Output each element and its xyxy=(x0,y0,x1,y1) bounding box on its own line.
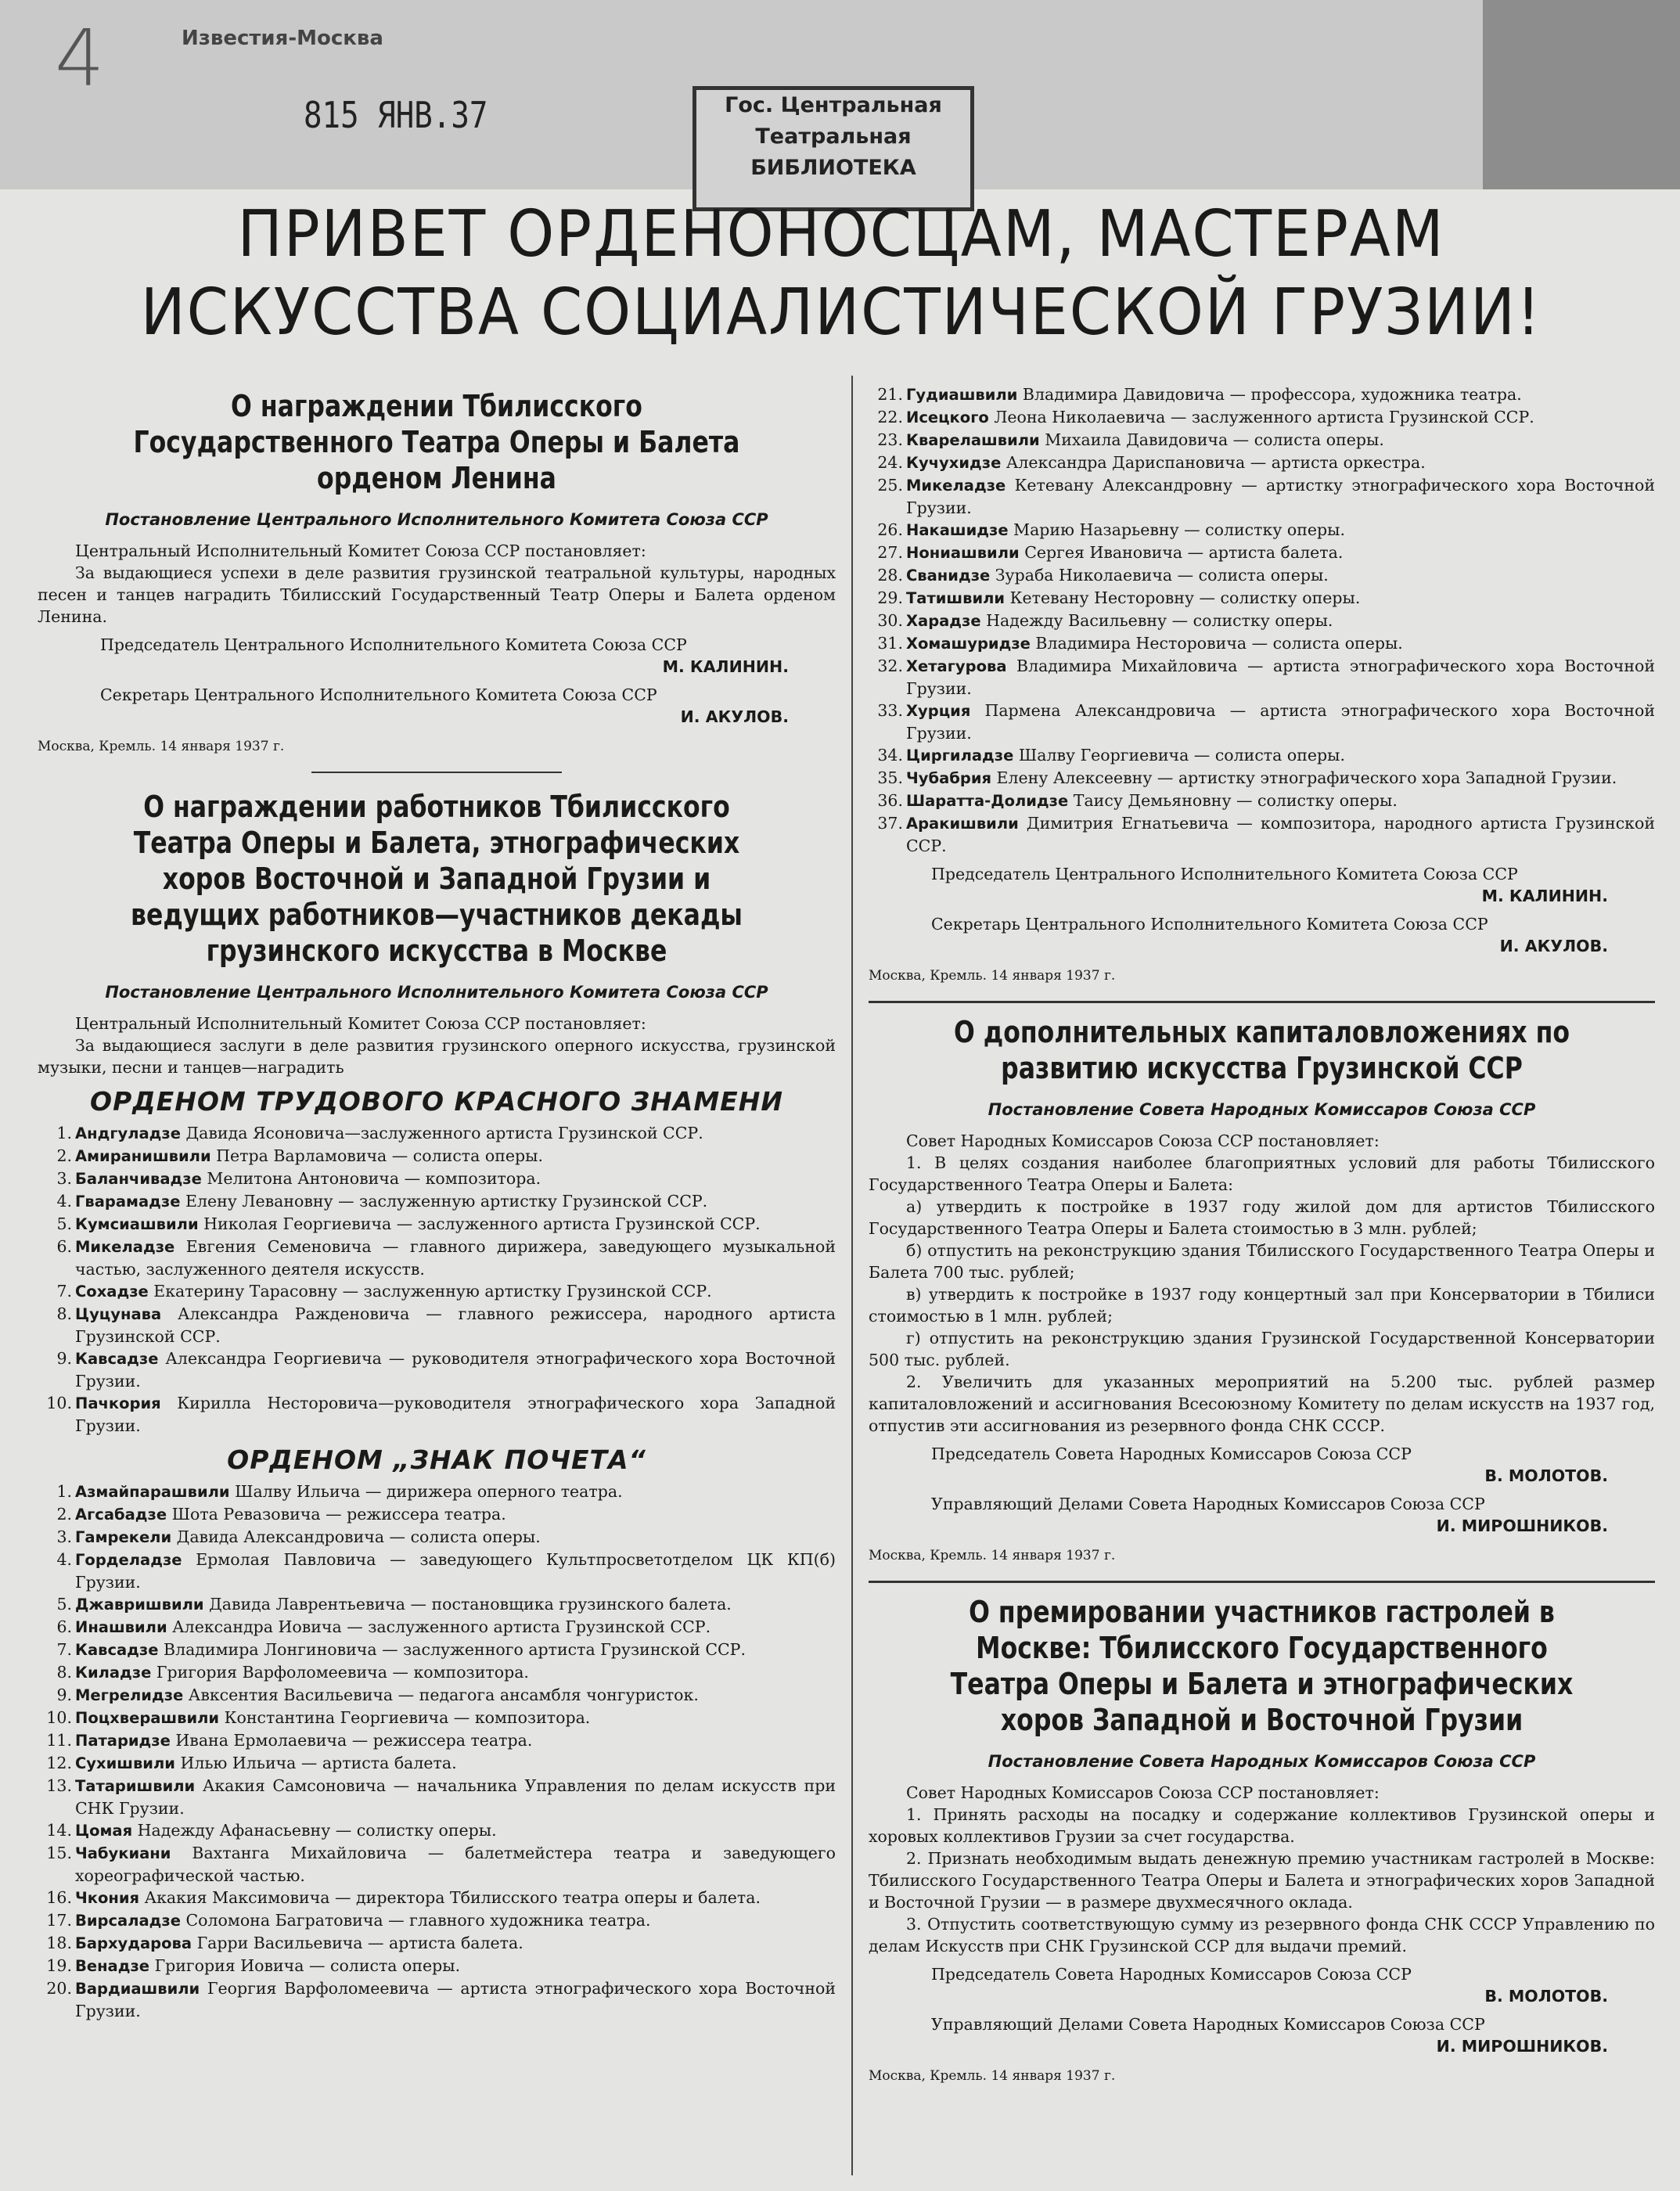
recipient-surname: Чабукиани xyxy=(75,1844,171,1862)
award-list-item xyxy=(38,1280,836,1303)
recipient-surname: Патаридзе xyxy=(75,1732,171,1750)
stamp-line: Театральная xyxy=(755,124,912,149)
signature-role: Председатель Совета Народных Комиссаров Союза ССР xyxy=(931,1444,1412,1463)
recipient-surname: Поцхверашвили xyxy=(75,1709,220,1727)
recipient-surname: Гварамадзе xyxy=(75,1193,181,1211)
item-number: 6. xyxy=(56,1237,72,1256)
recipient-details: Владимира Несторовича — солиста оперы. xyxy=(1035,634,1403,653)
decree-workers-awards xyxy=(38,789,836,2022)
item-number: 13. xyxy=(46,1776,72,1795)
recipient-details: Владимира Давидовича — профессора, художника театра. xyxy=(1022,385,1522,404)
recipient-surname: Агсабадзе xyxy=(75,1506,167,1524)
item-number: 8. xyxy=(56,1304,72,1323)
recipient-details: Александра Ражденовича — главного режиссера, народного артиста Грузинской ССР. xyxy=(75,1304,836,1346)
recipient-details: Владимира Михайловича — артиста этнографического хора Восточной Грузии. xyxy=(906,657,1655,698)
signature-role: Председатель Совета Народных Комиссаров Союза ССР xyxy=(931,1965,1412,1984)
award-list-item xyxy=(869,632,1655,655)
recipient-surname: Андгуладзе xyxy=(75,1124,181,1142)
award-list-item xyxy=(38,1707,836,1729)
recipient-surname: Микеладзе xyxy=(75,1238,175,1256)
award-list-item xyxy=(869,564,1655,587)
decree-tour-bonus xyxy=(869,1594,1655,2087)
item-number: 16. xyxy=(46,1888,72,1907)
recipient-surname: Циргиладзе xyxy=(906,747,1014,765)
signature-name: И. МИРОШНИКОВ. xyxy=(1436,1516,1608,1535)
recipient-details: Евгения Семеновича — главного дирижера, заведующего музыкальной частью, заслуженного деятеля искусств. xyxy=(75,1237,836,1279)
award-list-item xyxy=(38,1480,836,1503)
recipient-surname: Микеладзе xyxy=(906,477,1006,495)
award-list-item xyxy=(869,767,1655,790)
source-label: Известия-Москва xyxy=(182,27,383,50)
recipient-surname: Накашидзе xyxy=(906,521,1009,539)
award-list-item xyxy=(38,1549,836,1593)
recipient-surname: Киладзе xyxy=(75,1664,152,1682)
item-number: 8. xyxy=(56,1663,72,1682)
recipient-details: Давида Лаврентьевича — постановщика грузинского балета. xyxy=(209,1595,732,1614)
item-number: 1. xyxy=(56,1124,72,1142)
column-divider xyxy=(851,376,853,2175)
award-list-item xyxy=(38,1842,836,1887)
item-number: 34. xyxy=(877,746,903,765)
award-list-item xyxy=(38,1616,836,1639)
recipient-details: Давида Ясоновича—заслуженного артиста Грузинской ССР. xyxy=(185,1124,703,1142)
decree-subtitle: Постановление Центрального Исполнительного Комитета Союза ССР xyxy=(105,983,768,1002)
award-list-item xyxy=(869,452,1655,474)
signature-role: Секретарь Центрального Исполнительного Комитета Союза ССР xyxy=(931,915,1488,934)
award-list-item xyxy=(38,1955,836,1977)
recipient-surname: Нониашвили xyxy=(906,544,1020,562)
item-number: 1. xyxy=(56,1482,72,1501)
item-number: 22. xyxy=(877,408,903,426)
recipient-surname: Шаратта-Долидзе xyxy=(906,792,1069,810)
recipient-details: Пармена Александровича — артиста этнографического хора Восточной Грузии. xyxy=(906,701,1655,743)
recipient-details: Александра Иовича — заслуженного артиста Грузинской ССР. xyxy=(172,1617,711,1636)
recipient-details: Владимира Лонгиновича — заслуженного артиста Грузинской ССР. xyxy=(164,1640,746,1659)
recipient-details: Давида Александровича — солиста оперы. xyxy=(176,1527,541,1546)
item-number: 5. xyxy=(56,1214,72,1233)
award-list-item xyxy=(38,1752,836,1775)
recipient-details: Мелитона Антоновича — композитора. xyxy=(207,1169,541,1188)
decree-paragraph: б) отпустить на реконструкцию здания Тбилисского Государственного Театра Оперы и Балета 700 тыс. рублей; xyxy=(869,1241,1655,1282)
award-list-item xyxy=(38,1145,836,1167)
recipient-surname: Амиранишвили xyxy=(75,1147,211,1165)
item-number: 17. xyxy=(46,1911,72,1930)
decree-place-date: Москва, Кремль. 14 января 1937 г. xyxy=(38,739,285,754)
item-number: 3. xyxy=(56,1169,72,1188)
item-number: 15. xyxy=(46,1844,72,1862)
decree-title: О дополнительных капиталовложениях по развитию искусства Грузинской ССР xyxy=(953,1015,1570,1085)
award-list-item xyxy=(869,700,1655,744)
award-list-item xyxy=(38,1639,836,1661)
recipient-details: Надежду Васильевну — солистку оперы. xyxy=(986,611,1333,630)
signature-name: И. МИРОШНИКОВ. xyxy=(1436,2037,1608,2056)
recipient-surname: Сванидзе xyxy=(906,567,991,585)
recipient-surname: Гудиашвили xyxy=(906,386,1018,404)
item-number: 32. xyxy=(877,657,903,675)
award-list-item xyxy=(869,383,1655,406)
award-list-red-banner xyxy=(38,1122,836,1437)
item-number: 30. xyxy=(877,611,903,630)
recipient-surname: Цуцунава xyxy=(75,1305,162,1323)
recipient-details: Елену Левановну — заслуженную артистку Грузинской ССР. xyxy=(185,1192,708,1211)
page-headline xyxy=(43,196,1639,352)
recipient-details: Ивана Ермолаевича — режиссера театра. xyxy=(175,1731,533,1750)
award-list-item xyxy=(38,1213,836,1236)
recipient-details: Константина Георгиевича — композитора. xyxy=(224,1708,591,1727)
recipient-surname: Вардиашвили xyxy=(75,1980,200,1998)
section-separator xyxy=(311,772,562,773)
award-list-item xyxy=(869,587,1655,610)
item-number: 23. xyxy=(877,430,903,449)
recipient-details: Леона Николаевича — заслуженного артиста Грузинской ССР. xyxy=(994,408,1534,426)
decree-paragraph: 2. Увеличить для указанных мероприятий на 5.200 тыс. рублей размер капиталовложений и ассигнования Всесоюзному Комитету по делам искусств на 1937 год, отпустив эти ассигнования из резервного фонда СНК СССР. xyxy=(869,1373,1655,1435)
award-list-item xyxy=(38,1167,836,1190)
order-heading: ОРДЕНОМ „ЗНАК ПОЧЕТА“ xyxy=(227,1444,646,1475)
recipient-surname: Гамрекели xyxy=(75,1528,172,1546)
item-number: 28. xyxy=(877,566,903,585)
item-number: 7. xyxy=(56,1640,72,1659)
decree-paragraph: 1. В целях создания наиболее благоприятных условий для работы Тбилисского Государственного Театра Оперы и Балета: xyxy=(869,1153,1655,1194)
recipient-surname: Кварелашвили xyxy=(906,431,1040,449)
award-list-item xyxy=(38,1887,836,1909)
recipient-details: Петра Варламовича — солиста оперы. xyxy=(216,1146,543,1165)
award-list-item xyxy=(869,474,1655,519)
signature-name: М. КАЛИНИН. xyxy=(1481,887,1608,905)
date-stamp: 815 ЯНВ.37 xyxy=(304,94,488,136)
recipient-surname: Кавсадзе xyxy=(75,1350,159,1368)
decree-intro: Совет Народных Комиссаров Союза ССР постановляет: xyxy=(906,1783,1380,1802)
order-heading: ОРДЕНОМ ТРУДОВОГО КРАСНОГО ЗНАМЕНИ xyxy=(90,1086,783,1117)
item-number: 9. xyxy=(56,1686,72,1704)
award-list-item xyxy=(38,1684,836,1707)
decree-lenin-order xyxy=(38,388,836,757)
recipient-details: Сергея Ивановича — артиста балета. xyxy=(1024,543,1344,562)
item-number: 11. xyxy=(46,1731,72,1750)
recipient-details: Шалву Георгиевича — солиста оперы. xyxy=(1018,746,1345,765)
recipient-details: Шота Ревазовича — режиссера театра. xyxy=(171,1505,506,1524)
signature-name: В. МОЛОТОВ. xyxy=(1484,1987,1608,2006)
item-number: 3. xyxy=(56,1527,72,1546)
section-rule xyxy=(869,1001,1655,1003)
recipient-surname: Хетагурова xyxy=(906,657,1007,675)
award-list-item xyxy=(38,1303,836,1347)
recipient-details: Марию Назарьевну — солистку оперы. xyxy=(1013,520,1345,539)
decree-place-date: Москва, Кремль. 14 января 1937 г. xyxy=(869,1548,1116,1563)
left-column xyxy=(38,383,836,2022)
recipient-details: Шалву Ильича — дирижера оперного театра. xyxy=(235,1482,623,1501)
recipient-surname: Татишвили xyxy=(906,589,1005,607)
decree-intro: Совет Народных Комиссаров Союза ССР постановляет: xyxy=(906,1131,1380,1150)
headline-line: ПРИВЕТ ОРДЕНОНОСЦАМ, МАСТЕРАМ xyxy=(237,197,1445,272)
recipient-details: Николая Георгиевича — заслуженного артиста Грузинской ССР. xyxy=(203,1214,761,1233)
recipient-surname: Чубабрия xyxy=(906,769,992,787)
recipient-surname: Кавсадзе xyxy=(75,1641,159,1659)
recipient-surname: Цомая xyxy=(75,1822,133,1840)
item-number: 21. xyxy=(877,385,903,404)
recipient-details: Димитрия Егнатьевича — композитора, народного артиста Грузинской ССР. xyxy=(906,814,1655,855)
recipient-surname: Чкония xyxy=(75,1889,140,1907)
recipient-surname: Мегрелидзе xyxy=(75,1686,184,1704)
award-list-item xyxy=(38,1526,836,1549)
award-list-item xyxy=(38,1347,836,1392)
item-number: 33. xyxy=(877,701,903,720)
award-list-badge-of-honor-continued xyxy=(869,383,1655,857)
signature-name: И. АКУЛОВ. xyxy=(680,707,789,726)
recipient-details: Михаила Давидовича — солиста оперы. xyxy=(1045,430,1384,449)
recipient-surname: Аракишвили xyxy=(906,815,1019,833)
decree-place-date: Москва, Кремль. 14 января 1937 г. xyxy=(869,2068,1116,2084)
recipient-details: Елену Алексеевну — артистку этнографического хора Западной Грузии. xyxy=(996,768,1617,787)
recipient-details: Соломона Багратовича — главного художника театра. xyxy=(185,1911,651,1930)
recipient-details: Авксентия Васильевича — педагога ансамбля чонгуристок. xyxy=(188,1686,699,1704)
item-number: 35. xyxy=(877,768,903,787)
item-number: 37. xyxy=(877,814,903,833)
decree-intro: Центральный Исполнительный Комитет Союза ССР постановляет: xyxy=(75,1014,646,1033)
recipient-surname: Кумсиашвили xyxy=(75,1215,199,1233)
recipient-details: Акакия Максимовича — директора Тбилисского театра оперы и балета. xyxy=(144,1888,761,1907)
decree-intro: Центральный Исполнительный Комитет Союза ССР постановляет: xyxy=(75,541,646,560)
recipient-details: Кирилла Несторовича—руководителя этнографического хора Западной Грузии. xyxy=(75,1394,836,1435)
item-number: 24. xyxy=(877,453,903,472)
item-number: 26. xyxy=(877,520,903,539)
recipient-surname: Азмайпарашвили xyxy=(75,1483,230,1501)
decree-subtitle: Постановление Совета Народных Комиссаров Союза ССР xyxy=(987,1752,1536,1771)
recipient-details: Акакия Самсоновича — начальника Управления по делам искусств при СНК Грузии. xyxy=(75,1776,836,1818)
recipient-surname: Кучухидзе xyxy=(906,454,1002,472)
item-number: 27. xyxy=(877,543,903,562)
award-list-item xyxy=(38,1122,836,1145)
recipient-surname: Джавришвили xyxy=(75,1596,204,1614)
recipient-details: Екатерину Тарасовну — заслуженную артистку Грузинской ССР. xyxy=(153,1282,712,1301)
recipient-surname: Вирсаладзе xyxy=(75,1912,181,1930)
recipient-surname: Хурция xyxy=(906,702,971,720)
recipient-surname: Татаришвили xyxy=(75,1777,196,1795)
decree-subtitle: Постановление Центрального Исполнительного Комитета Союза ССР xyxy=(105,510,768,529)
item-number: 2. xyxy=(56,1146,72,1165)
item-number: 14. xyxy=(46,1821,72,1840)
signature-role: Секретарь Центрального Исполнительного Комитета Союза ССР xyxy=(100,685,657,704)
signature-name: В. МОЛОТОВ. xyxy=(1484,1466,1608,1485)
award-list-item xyxy=(38,1392,836,1437)
stamp-line: БИБЛИОТЕКА xyxy=(750,156,916,180)
award-list-item xyxy=(38,1977,836,2022)
stamp-line: Гос. Центральная xyxy=(725,93,942,117)
recipient-surname: Харадзе xyxy=(906,612,981,630)
award-list-item xyxy=(38,1819,836,1842)
decree-title: О награждении работников Тбилисского Театра Оперы и Балета, этнографических хоров Восточной и Западной Грузии и ведущих работников—участников декады грузинского искусства в Москве xyxy=(131,790,743,968)
recipient-details: Вахтанга Михайловича — балетмейстера театра и заведующего хореографической частью. xyxy=(75,1844,836,1885)
award-list-item xyxy=(38,1236,836,1280)
award-list-badge-of-honor xyxy=(38,1480,836,2022)
recipient-surname: Хомашуридзе xyxy=(906,635,1031,653)
item-number: 5. xyxy=(56,1595,72,1614)
item-number: 12. xyxy=(46,1754,72,1772)
recipient-details: Гарри Васильевича — артиста балета. xyxy=(196,1934,523,1952)
decree-paragraph: 2. Признать необходимым выдать денежную премию участникам гастролей в Москве: Тбилисского Государственного Театра Оперы и Балета и этнографических хоров Западной и Восточной Грузии — в размере двухмесячного оклада. xyxy=(869,1849,1655,1912)
item-number: 31. xyxy=(877,634,903,653)
decree-paragraph: а) утвердить к постройке в 1937 году жилой дом для артистов Тбилисского Государственного Театра Оперы и Балета стоимостью в 3 млн. рублей; xyxy=(869,1197,1655,1238)
item-number: 9. xyxy=(56,1349,72,1368)
recipient-surname: Пачкория xyxy=(75,1394,161,1412)
recipient-details: Таису Демьяновну — солистку оперы. xyxy=(1073,791,1398,810)
recipient-details: Кетевану Несторовну — солистку оперы. xyxy=(1009,588,1361,607)
recipient-surname: Горделадзе xyxy=(75,1551,182,1569)
item-number: 29. xyxy=(877,588,903,607)
decree-title: О премировании участников гастролей в Москве: Тбилисского Государственного Театра Оперы и Балета и этнографических хоров Западной и Восточной Грузии xyxy=(950,1595,1574,1737)
headline-line: ИСКУССТВА СОЦИАЛИСТИЧЕСКОЙ ГРУЗИИ! xyxy=(140,275,1542,350)
item-number: 4. xyxy=(56,1550,72,1569)
item-number: 20. xyxy=(46,1979,72,1998)
item-number: 2. xyxy=(56,1505,72,1524)
item-number: 7. xyxy=(56,1282,72,1301)
recipient-details: Александра Георгиевича — руководителя этнографического хора Восточной Грузии. xyxy=(75,1349,836,1391)
signature-name: М. КАЛИНИН. xyxy=(662,657,789,676)
award-list-item xyxy=(38,1190,836,1213)
award-list-item xyxy=(869,655,1655,700)
recipient-surname: Сохадзе xyxy=(75,1283,149,1301)
recipient-surname: Венадзе xyxy=(75,1957,150,1975)
award-list-item xyxy=(869,519,1655,541)
recipient-details: Ермолая Павловича — заведующего Культпросветотделом ЦК КП(б) Грузии. xyxy=(75,1550,836,1592)
award-list-item xyxy=(869,541,1655,564)
item-number: 10. xyxy=(46,1394,72,1412)
recipient-details: Кетевану Александровну — артистку этнографического хора Восточной Грузии. xyxy=(906,476,1655,517)
recipient-details: Александра Дариспановича — артиста оркестра. xyxy=(1005,453,1426,472)
award-list-item xyxy=(869,790,1655,812)
recipient-details: Зураба Николаевича — солиста оперы. xyxy=(995,566,1329,585)
recipient-details: Илью Ильича — артиста балета. xyxy=(180,1754,457,1772)
item-number: 4. xyxy=(56,1192,72,1211)
signature-role: Управляющий Делами Совета Народных Комиссаров Союза ССР xyxy=(931,1495,1485,1513)
handwritten-mark: 4 xyxy=(55,13,105,104)
decree-paragraph: в) утвердить к постройке в 1937 году концертный зал при Консерватории в Тбилиси стоимостью в 1 млн. рублей; xyxy=(869,1285,1655,1326)
award-list-item xyxy=(38,1909,836,1932)
decree-paragraph: 3. Отпустить соответствующую сумму из резервного фонда СНК СССР Управлению по делам Искусств при СНК Грузинской ССР для выдачи премий. xyxy=(869,1915,1655,1955)
decree-subtitle: Постановление Совета Народных Комиссаров Союза ССР xyxy=(987,1100,1536,1119)
right-column xyxy=(869,383,1655,2087)
item-number: 6. xyxy=(56,1617,72,1636)
award-list-item xyxy=(38,1593,836,1616)
decree-place-date: Москва, Кремль. 14 января 1937 г. xyxy=(869,968,1116,984)
recipient-surname: Бархударова xyxy=(75,1934,192,1952)
decree-capital-investment xyxy=(869,1014,1655,1567)
item-number: 25. xyxy=(877,476,903,495)
recipient-surname: Исецкого xyxy=(906,408,989,426)
recipient-details: Надежду Афанасьевну — солистку оперы. xyxy=(137,1821,497,1840)
signature-role: Управляющий Делами Совета Народных Комиссаров Союза ССР xyxy=(931,2015,1485,2034)
decree-body: За выдающиеся заслуги в деле развития грузинского оперного искусства, грузинской музыки, песни и танцев—наградить xyxy=(38,1036,836,1077)
signature-role: Председатель Центрального Исполнительного Комитета Союза ССР xyxy=(100,635,687,654)
signature-name: И. АКУЛОВ. xyxy=(1499,937,1608,955)
decree-paragraph: г) отпустить на реконструкцию здания Грузинской Государственной Консерватории 500 тыс. рублей. xyxy=(869,1329,1655,1369)
recipient-surname: Инашвили xyxy=(75,1618,167,1636)
item-number: 36. xyxy=(877,791,903,810)
signature-role: Председатель Центрального Исполнительного Комитета Союза ССР xyxy=(931,865,1518,883)
item-number: 19. xyxy=(46,1956,72,1975)
award-list-item xyxy=(38,1775,836,1819)
award-list-item xyxy=(38,1729,836,1752)
award-list-item xyxy=(869,744,1655,767)
award-list-item xyxy=(869,406,1655,429)
award-list-item xyxy=(38,1503,836,1526)
decree-title: О награждении Тбилисского Государственного Театра Оперы и Балета орденом Ленина xyxy=(133,389,740,495)
recipient-details: Григория Иовича — солиста оперы. xyxy=(154,1956,461,1975)
recipient-surname: Сухишвили xyxy=(75,1754,175,1772)
recipient-surname: Баланчивадзе xyxy=(75,1170,202,1188)
decree-body: За выдающиеся успехи в деле развития грузинской театральной культуры, народных песен и танцев наградить Тбилисский Государственный Театр Оперы и Балета орденом Ленина. xyxy=(38,563,836,626)
award-list-item xyxy=(869,812,1655,857)
award-list-item xyxy=(869,429,1655,452)
item-number: 18. xyxy=(46,1934,72,1952)
item-number: 10. xyxy=(46,1708,72,1727)
award-list-item xyxy=(38,1932,836,1955)
recipient-details: Григория Варфоломеевича — композитора. xyxy=(156,1663,529,1682)
decree-paragraph: 1. Принять расходы на посадку и содержание коллективов Грузинской оперы и хоровых коллективов Грузии за счет государства. xyxy=(869,1805,1655,1846)
award-list-item xyxy=(38,1661,836,1684)
award-list-item xyxy=(869,610,1655,632)
section-rule xyxy=(869,1581,1655,1583)
library-stamp xyxy=(693,86,974,211)
recipient-details: Георгия Варфоломеевича — артиста этнографического хора Восточной Грузии. xyxy=(75,1979,836,2020)
